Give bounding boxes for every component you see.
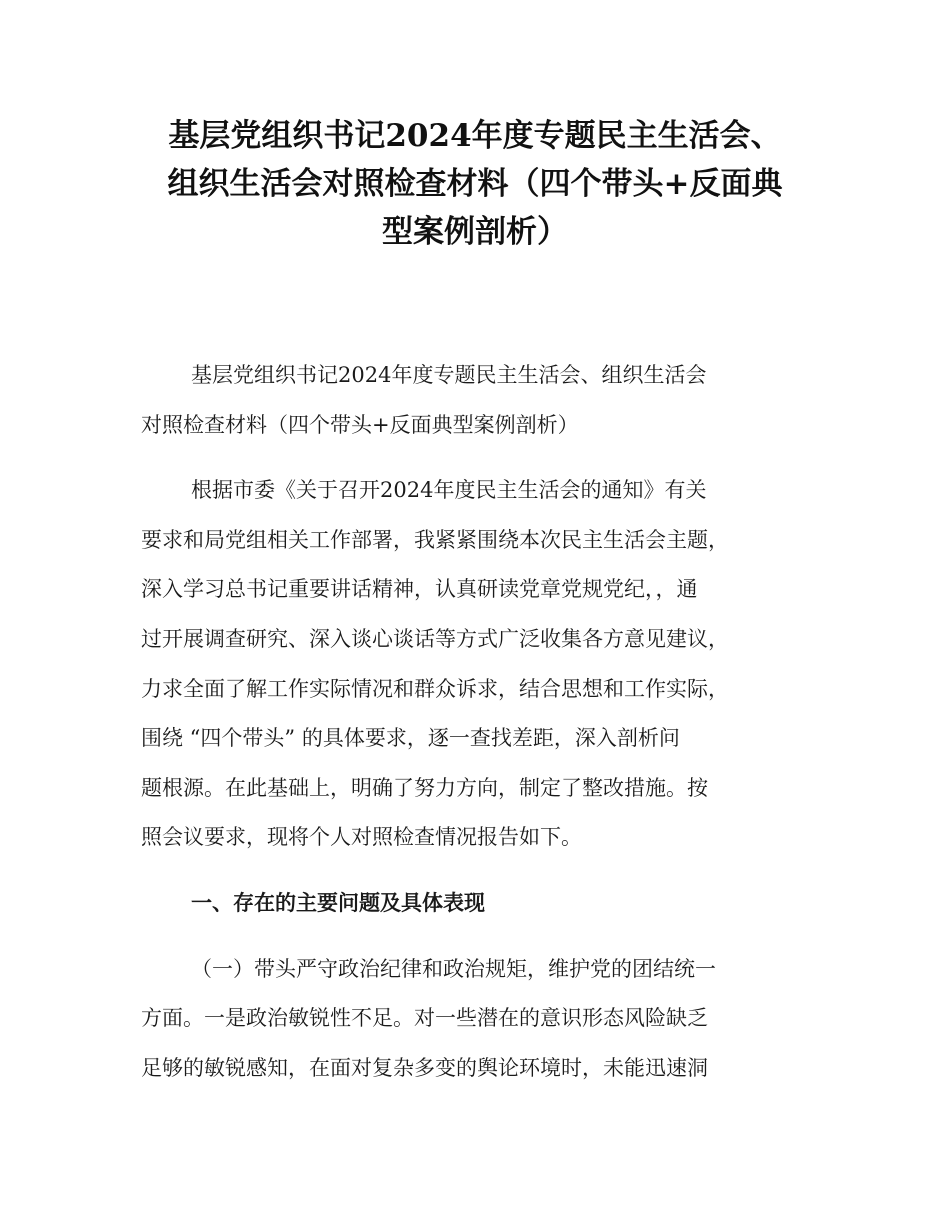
title-line: 组织生活会对照检查材料（四个带头+反面典 [167, 166, 783, 202]
section-paragraph [141, 945, 831, 1094]
paragraph-line: 要求和局党组相关工作部署，我紧紧围绕本次民主生活会主题， [141, 527, 729, 552]
paragraph-line: 照会议要求，现将个人对照检查情况报告如下。 [141, 825, 582, 850]
paragraph-line: 足够的敏锐感知，在面对复杂多变的舆论环境时，未能迅速洞 [141, 1055, 708, 1080]
subtitle-paragraph [141, 351, 831, 450]
paragraph-line: 根据市委《关于召开2024年度民主生活会的通知》有关 [191, 478, 707, 503]
section-heading: 一、存在的主要问题及具体表现 [191, 890, 485, 915]
intro-paragraph [141, 466, 831, 863]
document-title [140, 112, 810, 256]
paragraph-line: 题根源。在此基础上，明确了努力方向，制定了整改措施。按 [141, 775, 708, 800]
subtitle-line: 基层党组织书记2024年度专题民主生活会、组织生活会 [191, 363, 707, 387]
paragraph-line: 方面。一是政治敏锐性不足。对一些潜在的意识形态风险缺乏 [141, 1006, 708, 1031]
paragraph-line: 过开展调查研究、深入谈心谈话等方式广泛收集各方意见建议， [141, 626, 729, 651]
paragraph-line: 围绕 “四个带头” 的具体要求，逐一查找差距，深入剖析问 [141, 726, 680, 751]
paragraph-line: （一）带头严守政治纪律和政治规矩，维护党的团结统一 [191, 956, 716, 981]
title-line: 型案例剖析） [382, 214, 568, 250]
subtitle-line: 对照检查材料（四个带头+反面典型案例剖析） [141, 412, 579, 437]
paragraph-line: 深入学习总书记重要讲话精神，认真研读党章党规党纪，，通 [141, 577, 698, 602]
paragraph-line: 力求全面了解工作实际情况和群众诉求，结合思想和工作实际， [141, 676, 729, 701]
document-body [141, 351, 831, 1093]
title-line: 基层党组织书记2024年度专题民主生活会、 [168, 118, 782, 154]
